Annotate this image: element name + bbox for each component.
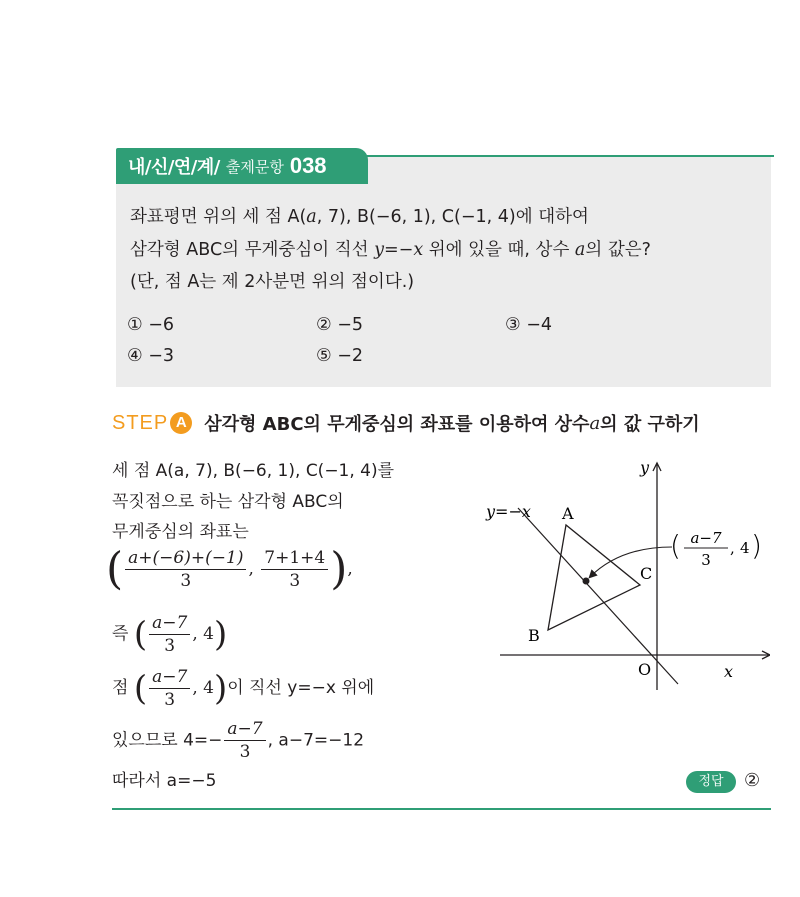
paren-right: ) — [330, 543, 348, 595]
answer-value: ② — [744, 770, 761, 791]
callout-paren-right: ) — [751, 529, 762, 562]
q1a: 좌표평면 위의 세 점 A( — [130, 207, 307, 227]
choice-3[interactable]: ③ −4 — [505, 315, 553, 335]
fraction-y — [261, 547, 328, 592]
step-word: STEP — [112, 411, 169, 434]
solution-line-7 — [112, 718, 364, 763]
tag-number: 038 — [289, 153, 327, 178]
q2b: 위에 있을 때, 상수 — [423, 240, 575, 260]
centroid-point — [583, 578, 590, 585]
solution-line-1: 세 점 A(a, 7), B(−6, 1), C(−1, 4)를 — [112, 461, 395, 481]
frac3c-den: 3 — [239, 742, 251, 762]
y-axis-label: y — [640, 458, 650, 477]
solution-line-2: 꼭짓점으로 하는 삼각형 ABC의 — [112, 492, 344, 512]
step-letter-badge: A — [170, 412, 192, 434]
frac1-den: 3 — [180, 571, 192, 591]
question-line-3: (단, 점 A는 제 2사분면 위의 점이다.) — [130, 272, 415, 292]
q2var: a — [574, 240, 586, 260]
centroid-expression: ( $\frac{a+(-6)+(-1)}{3}$ , $\frac{7+1+4}{3}$ ), — [106, 543, 353, 595]
callout-den: 3 — [701, 551, 711, 569]
q1b: , 7), B(−6, 1), C(−1, 4)에 대하여 — [316, 207, 589, 227]
callout-paren-left: ( — [670, 529, 681, 562]
coord-y-2: 4 — [203, 678, 214, 698]
coordinate-diagram — [470, 455, 770, 700]
step-title-b: 의 값 구하기 — [600, 414, 700, 435]
point-b-label: B — [528, 626, 540, 645]
frac3b-den: 3 — [164, 690, 176, 710]
step-header — [112, 410, 700, 436]
choice-5[interactable]: ⑤ −2 — [316, 346, 364, 366]
frac3-num: a−7 — [149, 612, 190, 635]
question-line-1 — [130, 203, 589, 228]
solution-line-3: 무게중심의 좌표는 — [112, 522, 249, 542]
top-rule — [364, 155, 774, 157]
jeuk-label: 즉 — [112, 624, 129, 644]
step-title-var: a — [589, 412, 601, 434]
frac2-num: 7+1+4 — [261, 547, 328, 570]
frac3-den: 3 — [164, 636, 176, 656]
bottom-rule — [112, 808, 771, 810]
fraction-x — [125, 547, 246, 592]
callout-num: a−7 — [690, 529, 722, 547]
line-label: y=−x — [486, 502, 531, 521]
q1var: a — [306, 207, 317, 227]
point-c-label: C — [640, 564, 653, 583]
coord-y: 4 — [203, 624, 214, 644]
paren-left: ( — [106, 543, 124, 595]
frac3b-num: a−7 — [149, 666, 190, 689]
q2eq: y=−x — [374, 240, 424, 260]
solution-line-8: 따라서 a=−5 — [112, 771, 217, 791]
callout-y: 4 — [740, 539, 750, 557]
solution-point-line: 점 ( $\frac{a-7}{3}$ , 4)이 직선 y=−x 위에 — [112, 667, 375, 710]
choice-1[interactable]: ① −6 — [127, 315, 175, 335]
point-a-label: A — [562, 504, 574, 523]
point-prefix: 점 — [112, 678, 129, 698]
triangle-abc — [548, 525, 640, 630]
l7b: , a−7=−12 — [267, 730, 365, 751]
callout-comma: , — [730, 539, 735, 557]
problem-tag — [116, 148, 368, 184]
q2c: 의 값은? — [585, 240, 651, 260]
x-axis-label: x — [724, 662, 734, 681]
step-title-a: 삼각형 ABC의 무게중심의 좌표를 이용하여 상수 — [204, 414, 590, 435]
line-y-eq-neg-x — [518, 508, 678, 684]
frac3c-num: a−7 — [224, 718, 265, 741]
tag-label: 내/신/연/계/ — [128, 157, 220, 178]
point-suffix: 이 직선 y=−x 위에 — [227, 678, 375, 698]
solution-jeuk: 즉 ( $\frac{a-7}{3}$ , 4) — [112, 613, 228, 656]
l7a: 있으므로 4=− — [112, 730, 223, 751]
choice-2[interactable]: ② −5 — [316, 315, 364, 335]
frac2-den: 3 — [289, 571, 301, 591]
choice-4[interactable]: ④ −3 — [127, 346, 175, 366]
tag-sub: 출제문항 — [225, 157, 284, 176]
frac1-num: a+(−6)+(−1) — [125, 547, 246, 570]
callout-arrow — [590, 547, 672, 577]
origin-label: O — [638, 660, 652, 679]
answer-pill: 정답 — [686, 771, 736, 793]
q2a: 삼각형 ABC의 무게중심이 직선 — [130, 240, 375, 260]
question-line-2 — [130, 236, 651, 261]
